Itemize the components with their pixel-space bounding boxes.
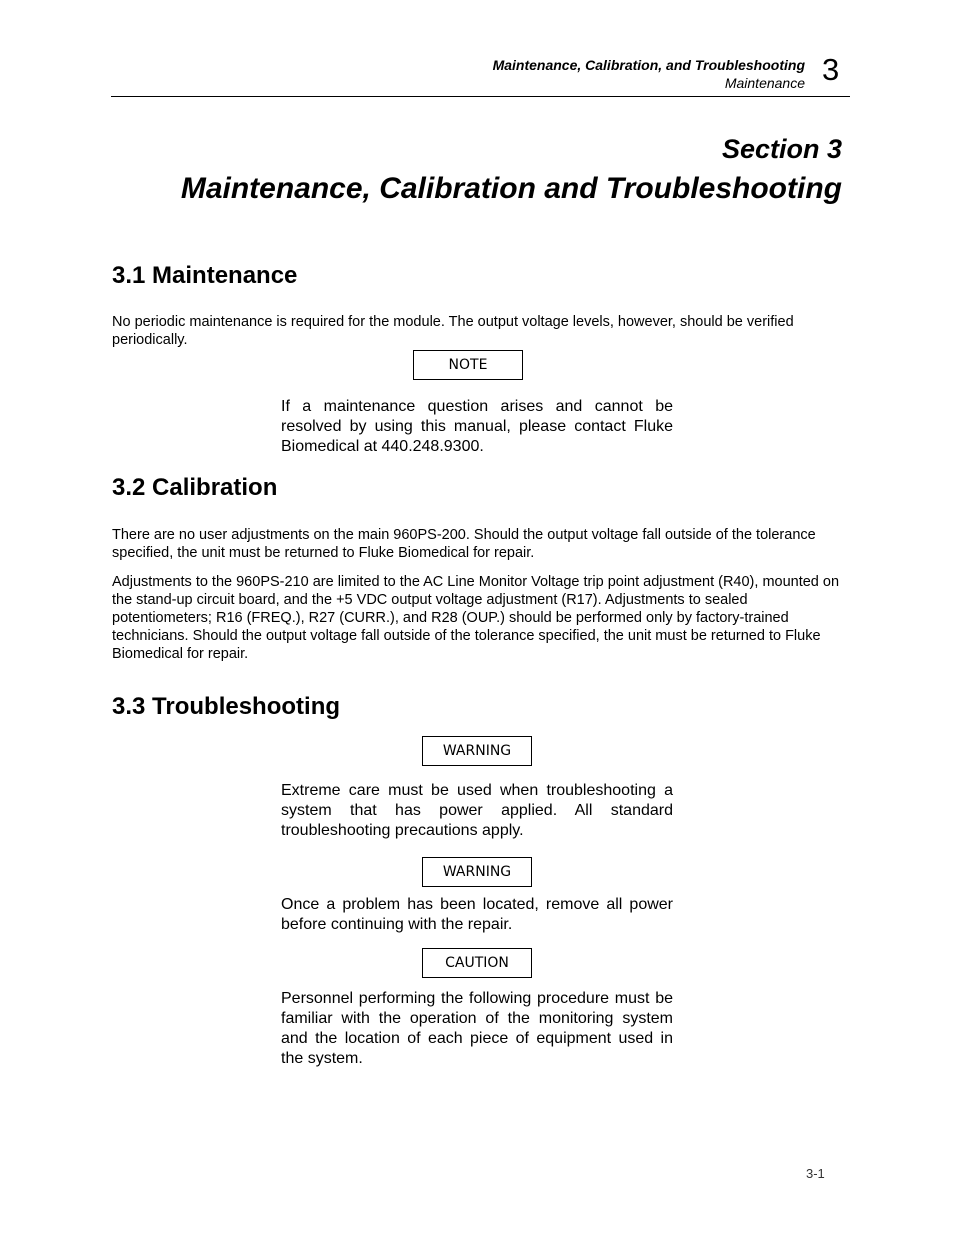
- running-header-chapter-title: Maintenance, Calibration, and Troubleshooting: [492, 57, 805, 73]
- note-label-box: NOTE: [413, 350, 523, 380]
- warning-text-1: Extreme care must be used when troubleshooting a system that has power applied. All standard troubleshooting precautions apply.: [281, 782, 673, 839]
- calibration-paragraph-2: Adjustments to the 960PS-210 are limited to the AC Line Monitor Voltage trip point adjustment (R40), mounted on the stand-up circuit board, and the +5 VDC output voltage adjustment (R17). Adjustments to sealed potentiometers; R16 (FREQ.), R27 (CURR.), and R28 (OUP.) should be performed only by factory-trained technicians. Should the output voltage fall outside of the tolerance specified, the unit must be returned to Fluke Biomedical for repair.: [112, 574, 840, 662]
- maintenance-paragraph: No periodic maintenance is required for the module. The output voltage levels, however, should be verified periodically.: [112, 314, 794, 348]
- warning-label-box-2: WARNING: [422, 857, 532, 887]
- header-divider: [111, 96, 850, 97]
- page-number: 3-1: [806, 1166, 825, 1181]
- caution-label-box: CAUTION: [422, 948, 532, 978]
- running-header-section-title: Maintenance: [724, 75, 805, 91]
- troubleshooting-heading: 3.3 Troubleshooting: [112, 693, 341, 720]
- warning-label-box-1: WARNING: [422, 736, 532, 766]
- note-text: If a maintenance question arises and cannot be resolved by using this manual, please contact Fluke Biomedical at 440.248.9300.: [281, 398, 673, 455]
- calibration-heading: 3.2 Calibration: [112, 474, 278, 501]
- caution-text: Personnel performing the following procedure must be familiar with the operation of the monitoring system and the location of each piece of equipment used in the system.: [281, 990, 673, 1067]
- warning-text-2: Once a problem has been located, remove all power before continuing with the repair.: [281, 896, 673, 933]
- chapter-number: 3: [822, 52, 840, 87]
- section-label: Section 3: [721, 134, 842, 164]
- calibration-paragraph-1: There are no user adjustments on the main 960PS-200. Should the output voltage fall outside of the tolerance specified, the unit must be returned to Fluke Biomedical for repair.: [112, 527, 816, 561]
- maintenance-heading: 3.1 Maintenance: [112, 262, 298, 289]
- section-title: Maintenance, Calibration and Troubleshooting: [180, 172, 842, 205]
